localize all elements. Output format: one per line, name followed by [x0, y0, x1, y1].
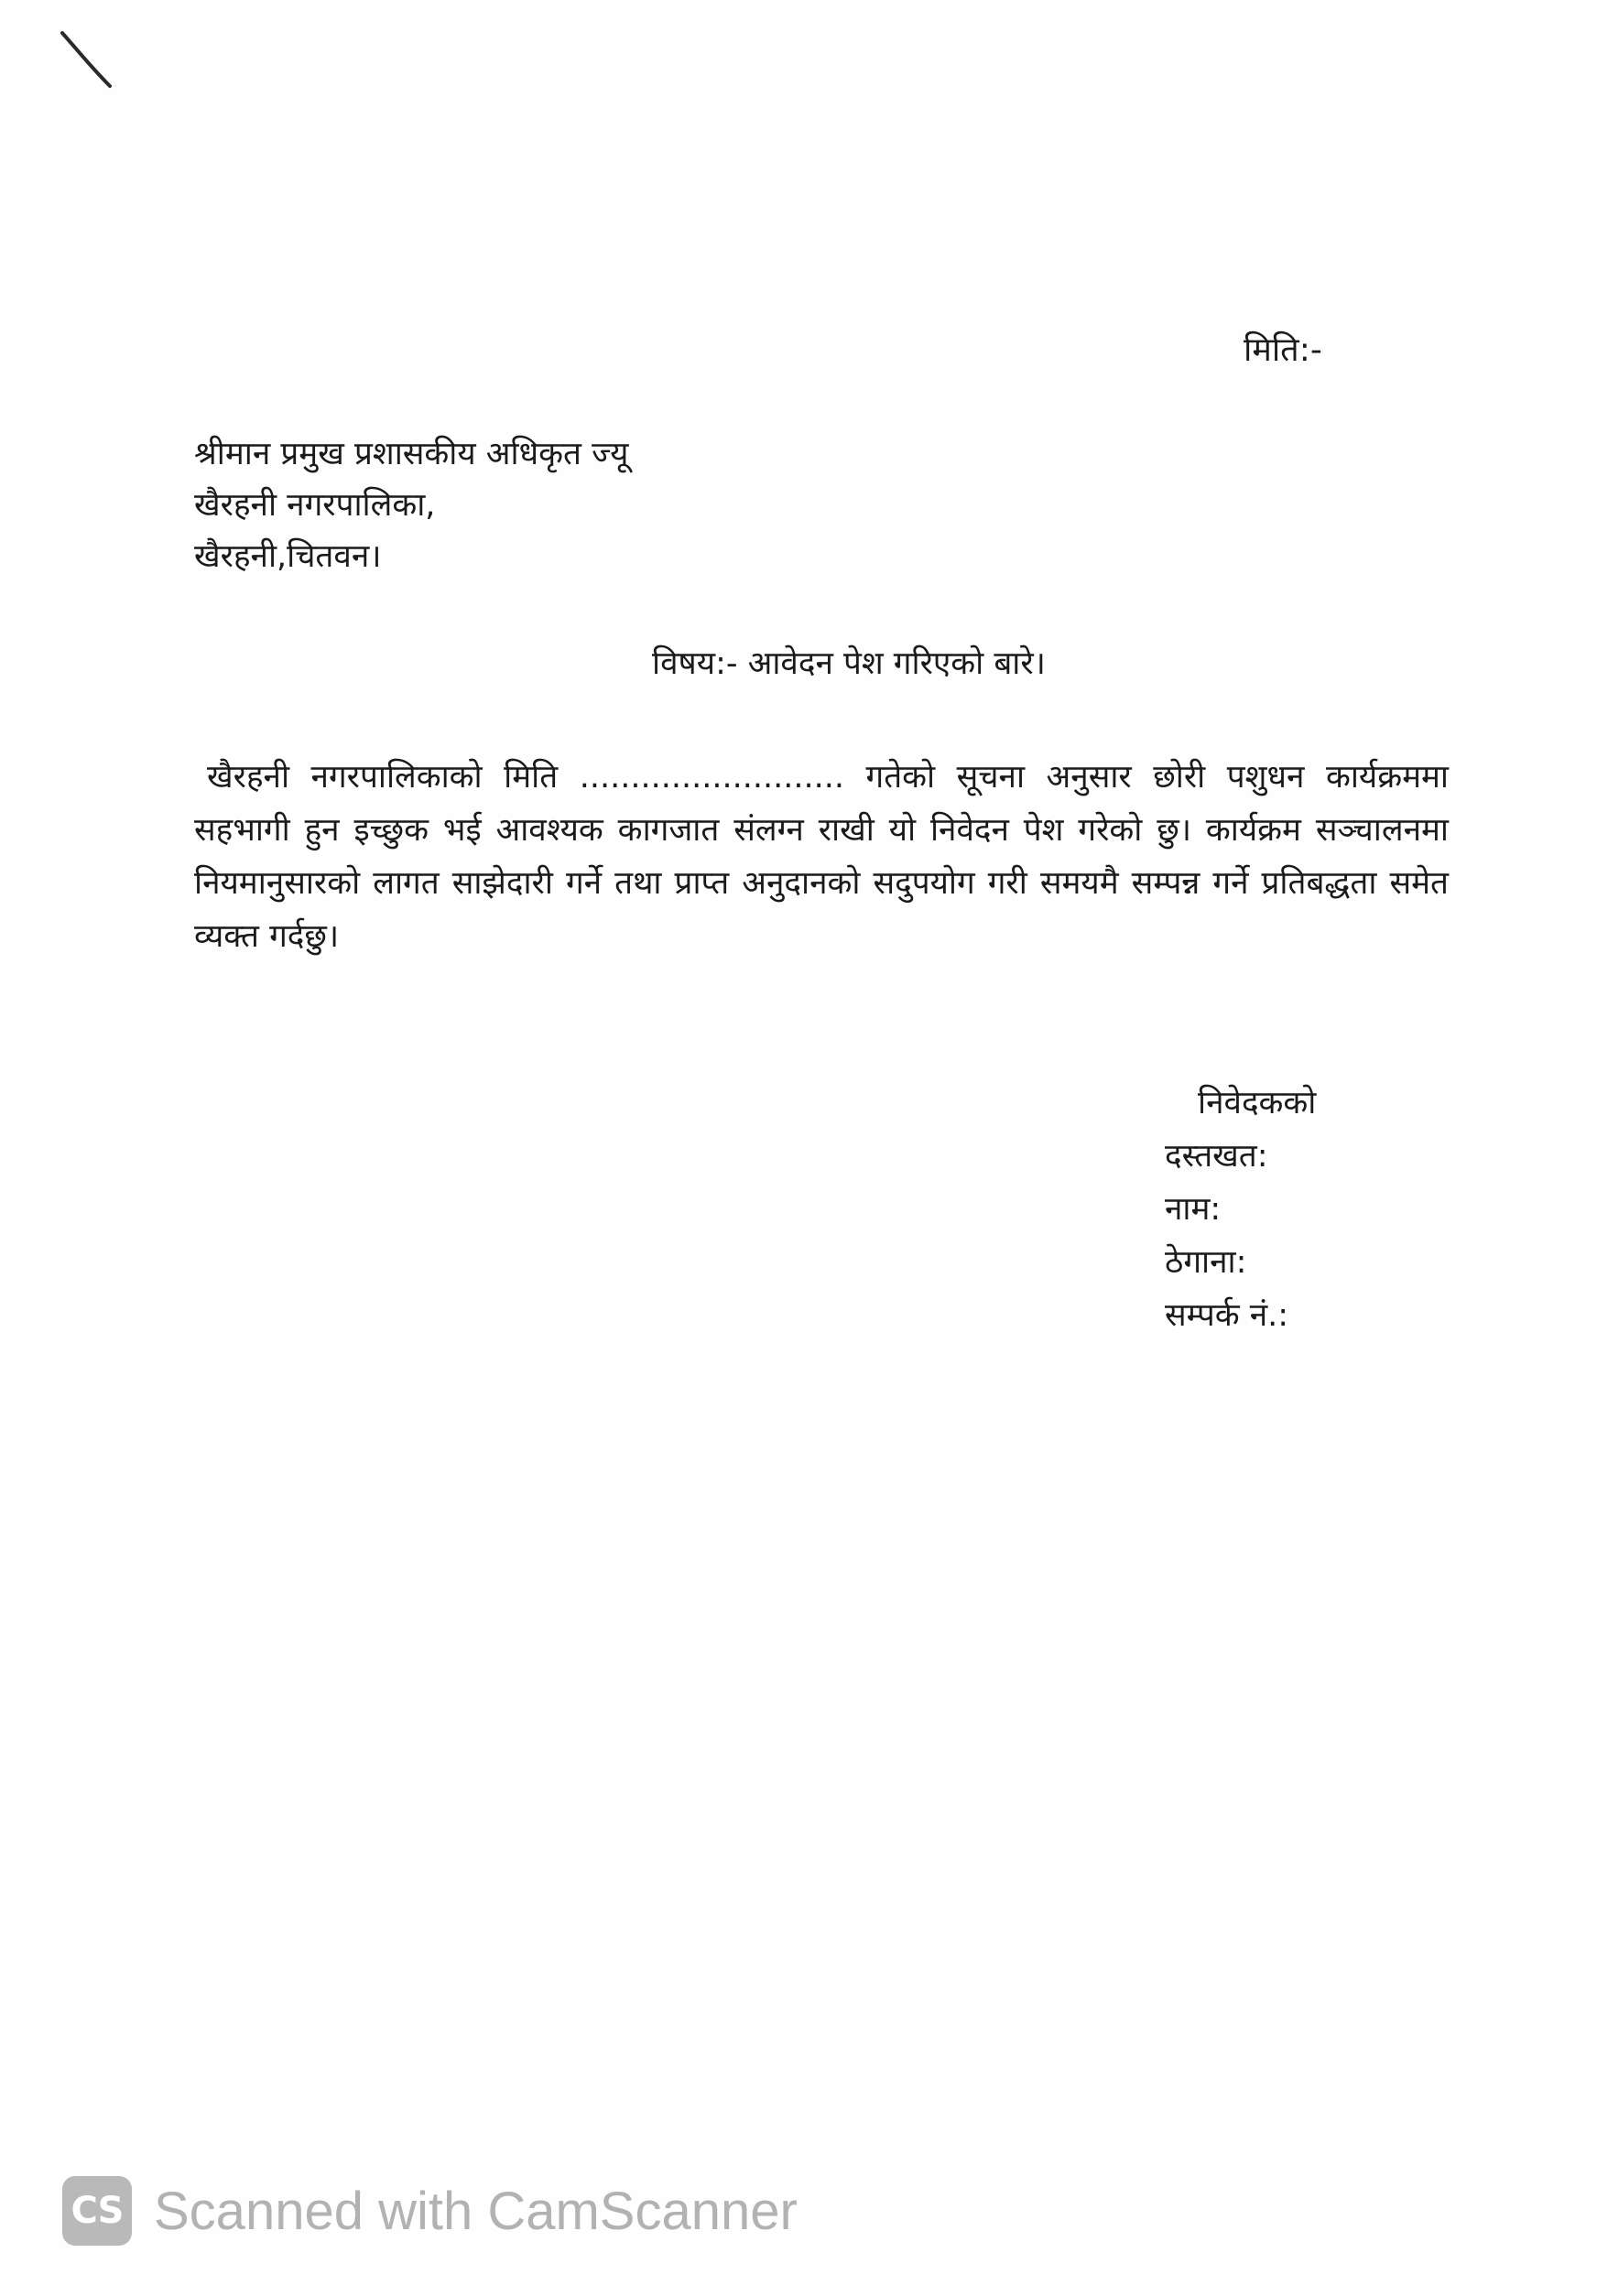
subject-text: विषय:- आवेदन पेश गरिएको बारे। [652, 645, 1046, 682]
addressee-line: खैरहनी नगरपालिका, [194, 487, 436, 524]
signature-heading: निवेदकको [1198, 1085, 1317, 1121]
watermark-text: Scanned with CamScanner [154, 2181, 798, 2241]
addressee-line: खैरहनी,चितवन। [194, 538, 382, 575]
body-paragraph: खैरहनी नगरपालिकाको मिति .......................... गतेको सूचना अनुसार छोरी पशुधन कार्यक्रममा सहभागी हुन इच्छुक भई आवश्यक कागजात संलग्न राखी यो निवेदन पेश गरेको छु। कार्यक्रम सञ्चालनमा नियमानुसारको लागत साझेदारी गर्ने तथा प्राप्त अनुदानको सदुपयोग गरी समयमै सम्पन्न गर्ने प्रतिबद्धता समेत व्यक्त गर्दछु। [194, 759, 1449, 955]
signature-field: नाम: [1165, 1191, 1222, 1228]
signature-field: ठेगाना: [1165, 1244, 1247, 1281]
signature-field: दस्तखत: [1165, 1138, 1268, 1175]
addressee-line: श्रीमान प्रमुख प्रशासकीय अधिकृत ज्यू [194, 436, 629, 472]
addressee-block [194, 428, 628, 582]
subject-line [0, 641, 1597, 687]
date-label: मिति:- [1244, 331, 1322, 369]
letter-body [194, 751, 1449, 963]
camscanner-watermark [62, 2170, 798, 2252]
camscanner-logo-icon: CS [62, 2176, 132, 2246]
pen-stroke-icon [57, 26, 121, 90]
signature-field: सम्पर्क नं.: [1165, 1297, 1289, 1334]
signature-block [1165, 1077, 1316, 1342]
